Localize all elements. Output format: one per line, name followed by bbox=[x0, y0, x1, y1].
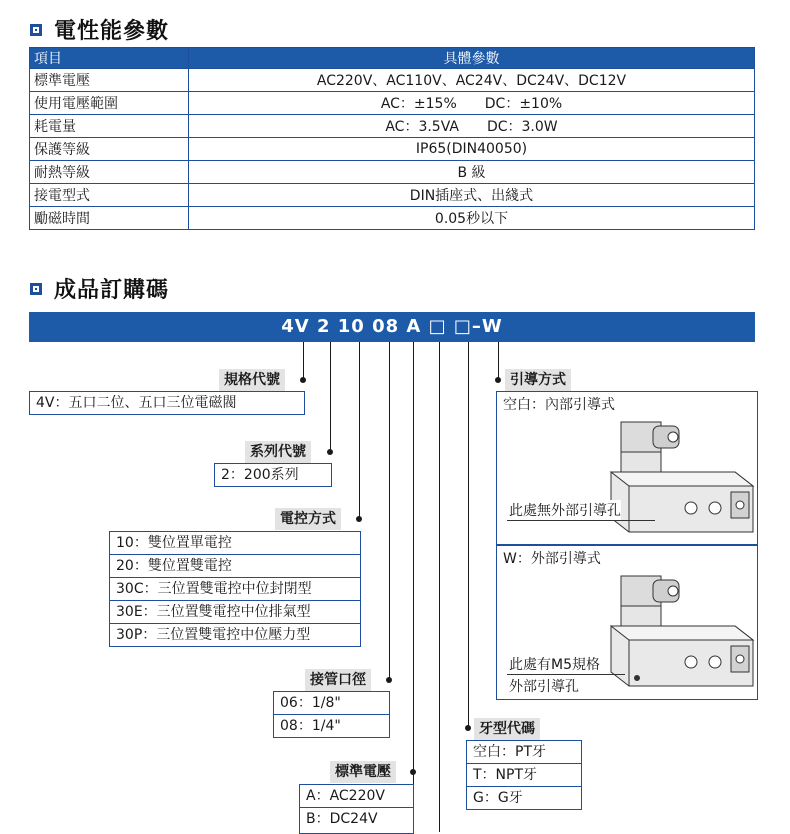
order-code-bar: 4V 2 10 08 A □ □–W bbox=[29, 312, 755, 342]
table-row bbox=[30, 161, 755, 184]
connector-dot bbox=[386, 677, 392, 683]
connector-line bbox=[498, 342, 499, 380]
label-port-size: 接管口徑 bbox=[305, 669, 371, 691]
table-row bbox=[30, 69, 755, 92]
connector-dot bbox=[465, 725, 471, 731]
label-thread-code: 牙型代碼 bbox=[474, 718, 540, 740]
row-value: B 級 bbox=[189, 161, 755, 184]
row-value: IP65(DIN40050) bbox=[189, 138, 755, 161]
table-header-row bbox=[30, 48, 755, 69]
connector-dot bbox=[327, 449, 333, 455]
row-key: 保護等級 bbox=[30, 138, 189, 161]
pilot-internal-box bbox=[496, 391, 758, 545]
valve-external-pilot-icon bbox=[607, 566, 757, 696]
list-item: B：DC24V bbox=[306, 811, 378, 827]
header-item: 項目 bbox=[30, 48, 189, 69]
pilot-external-note-line1: 此處有M5規格 bbox=[509, 654, 600, 674]
control-method-box bbox=[109, 531, 361, 647]
connector-line bbox=[468, 342, 469, 728]
list-item: 30E：三位置雙電控中位排氣型 bbox=[110, 601, 360, 624]
header-params: 具體參數 bbox=[189, 48, 755, 69]
label-pilot-method: 引導方式 bbox=[505, 369, 571, 391]
table-row bbox=[30, 92, 755, 115]
connector-dot bbox=[300, 377, 306, 383]
table-row bbox=[30, 138, 755, 161]
row-key: 耐熱等級 bbox=[30, 161, 189, 184]
list-item: 08：1/4" bbox=[280, 718, 341, 734]
section-title-electrical: 電性能參數 bbox=[30, 14, 169, 45]
pilot-internal-label: 空白：內部引導式 bbox=[503, 397, 615, 413]
row-key: 接電型式 bbox=[30, 184, 189, 207]
label-control-method: 電控方式 bbox=[275, 508, 341, 530]
row-value: 0.05秒以下 bbox=[189, 207, 755, 230]
connector-dot bbox=[495, 377, 501, 383]
table-row bbox=[30, 115, 755, 138]
thread-code-box bbox=[466, 740, 582, 810]
row-key: 標準電壓 bbox=[30, 69, 189, 92]
list-item: 空白：PT牙 bbox=[467, 741, 581, 764]
label-series-code: 系列代號 bbox=[245, 441, 311, 463]
label-voltage: 標準電壓 bbox=[330, 761, 396, 783]
spec-code-box bbox=[29, 391, 305, 415]
spec-table bbox=[29, 47, 755, 230]
pilot-internal-note: 此處無外部引導孔 bbox=[509, 500, 621, 520]
row-value: DIN插座式、出綫式 bbox=[189, 184, 755, 207]
section-title-order-code: 成品訂購碼 bbox=[30, 273, 169, 304]
list-item: G：G牙 bbox=[473, 790, 523, 806]
row-value: AC220V、AC110V、AC24V、DC24V、DC12V bbox=[189, 69, 755, 92]
row-key: 耗電量 bbox=[30, 115, 189, 138]
connector-dot bbox=[356, 516, 362, 522]
table-row bbox=[30, 207, 755, 230]
series-code-box bbox=[214, 463, 332, 487]
connector-line bbox=[359, 342, 360, 520]
pilot-external-box bbox=[496, 545, 758, 700]
row-key: 使用電壓範圍 bbox=[30, 92, 189, 115]
list-item: 30P：三位置雙電控中位壓力型 bbox=[116, 627, 311, 643]
list-item: 06：1/8" bbox=[274, 692, 389, 715]
square-bullet-icon bbox=[30, 24, 42, 36]
connector-line bbox=[389, 342, 390, 680]
voltage-box bbox=[299, 784, 414, 834]
list-item: T：NPT牙 bbox=[467, 764, 581, 787]
connector-line bbox=[303, 342, 304, 380]
connector-line bbox=[439, 342, 440, 832]
row-value: AC：3.5VA DC：3.0W bbox=[189, 115, 755, 138]
list-item: 4V：五口二位、五口三位電磁閥 bbox=[36, 395, 237, 411]
connector-dot bbox=[410, 769, 416, 775]
connector-line bbox=[330, 342, 331, 452]
square-bullet-icon bbox=[30, 283, 42, 295]
list-item: 10：雙位置單電控 bbox=[110, 532, 360, 555]
label-spec-code: 規格代號 bbox=[219, 369, 285, 391]
pilot-external-note-line2: 外部引導孔 bbox=[509, 679, 579, 695]
port-size-box bbox=[273, 691, 390, 738]
list-item: A：AC220V bbox=[300, 785, 413, 808]
table-row bbox=[30, 184, 755, 207]
row-value: AC：±15% DC：±10% bbox=[189, 92, 755, 115]
list-item: 30C：三位置雙電控中位封閉型 bbox=[110, 578, 360, 601]
list-item: 20：雙位置雙電控 bbox=[110, 555, 360, 578]
connector-line bbox=[413, 342, 414, 832]
note-underline bbox=[507, 674, 625, 675]
note-underline bbox=[507, 520, 655, 521]
row-key: 勵磁時間 bbox=[30, 207, 189, 230]
pilot-external-label: W：外部引導式 bbox=[503, 551, 601, 567]
list-item: 2：200系列 bbox=[221, 467, 299, 483]
